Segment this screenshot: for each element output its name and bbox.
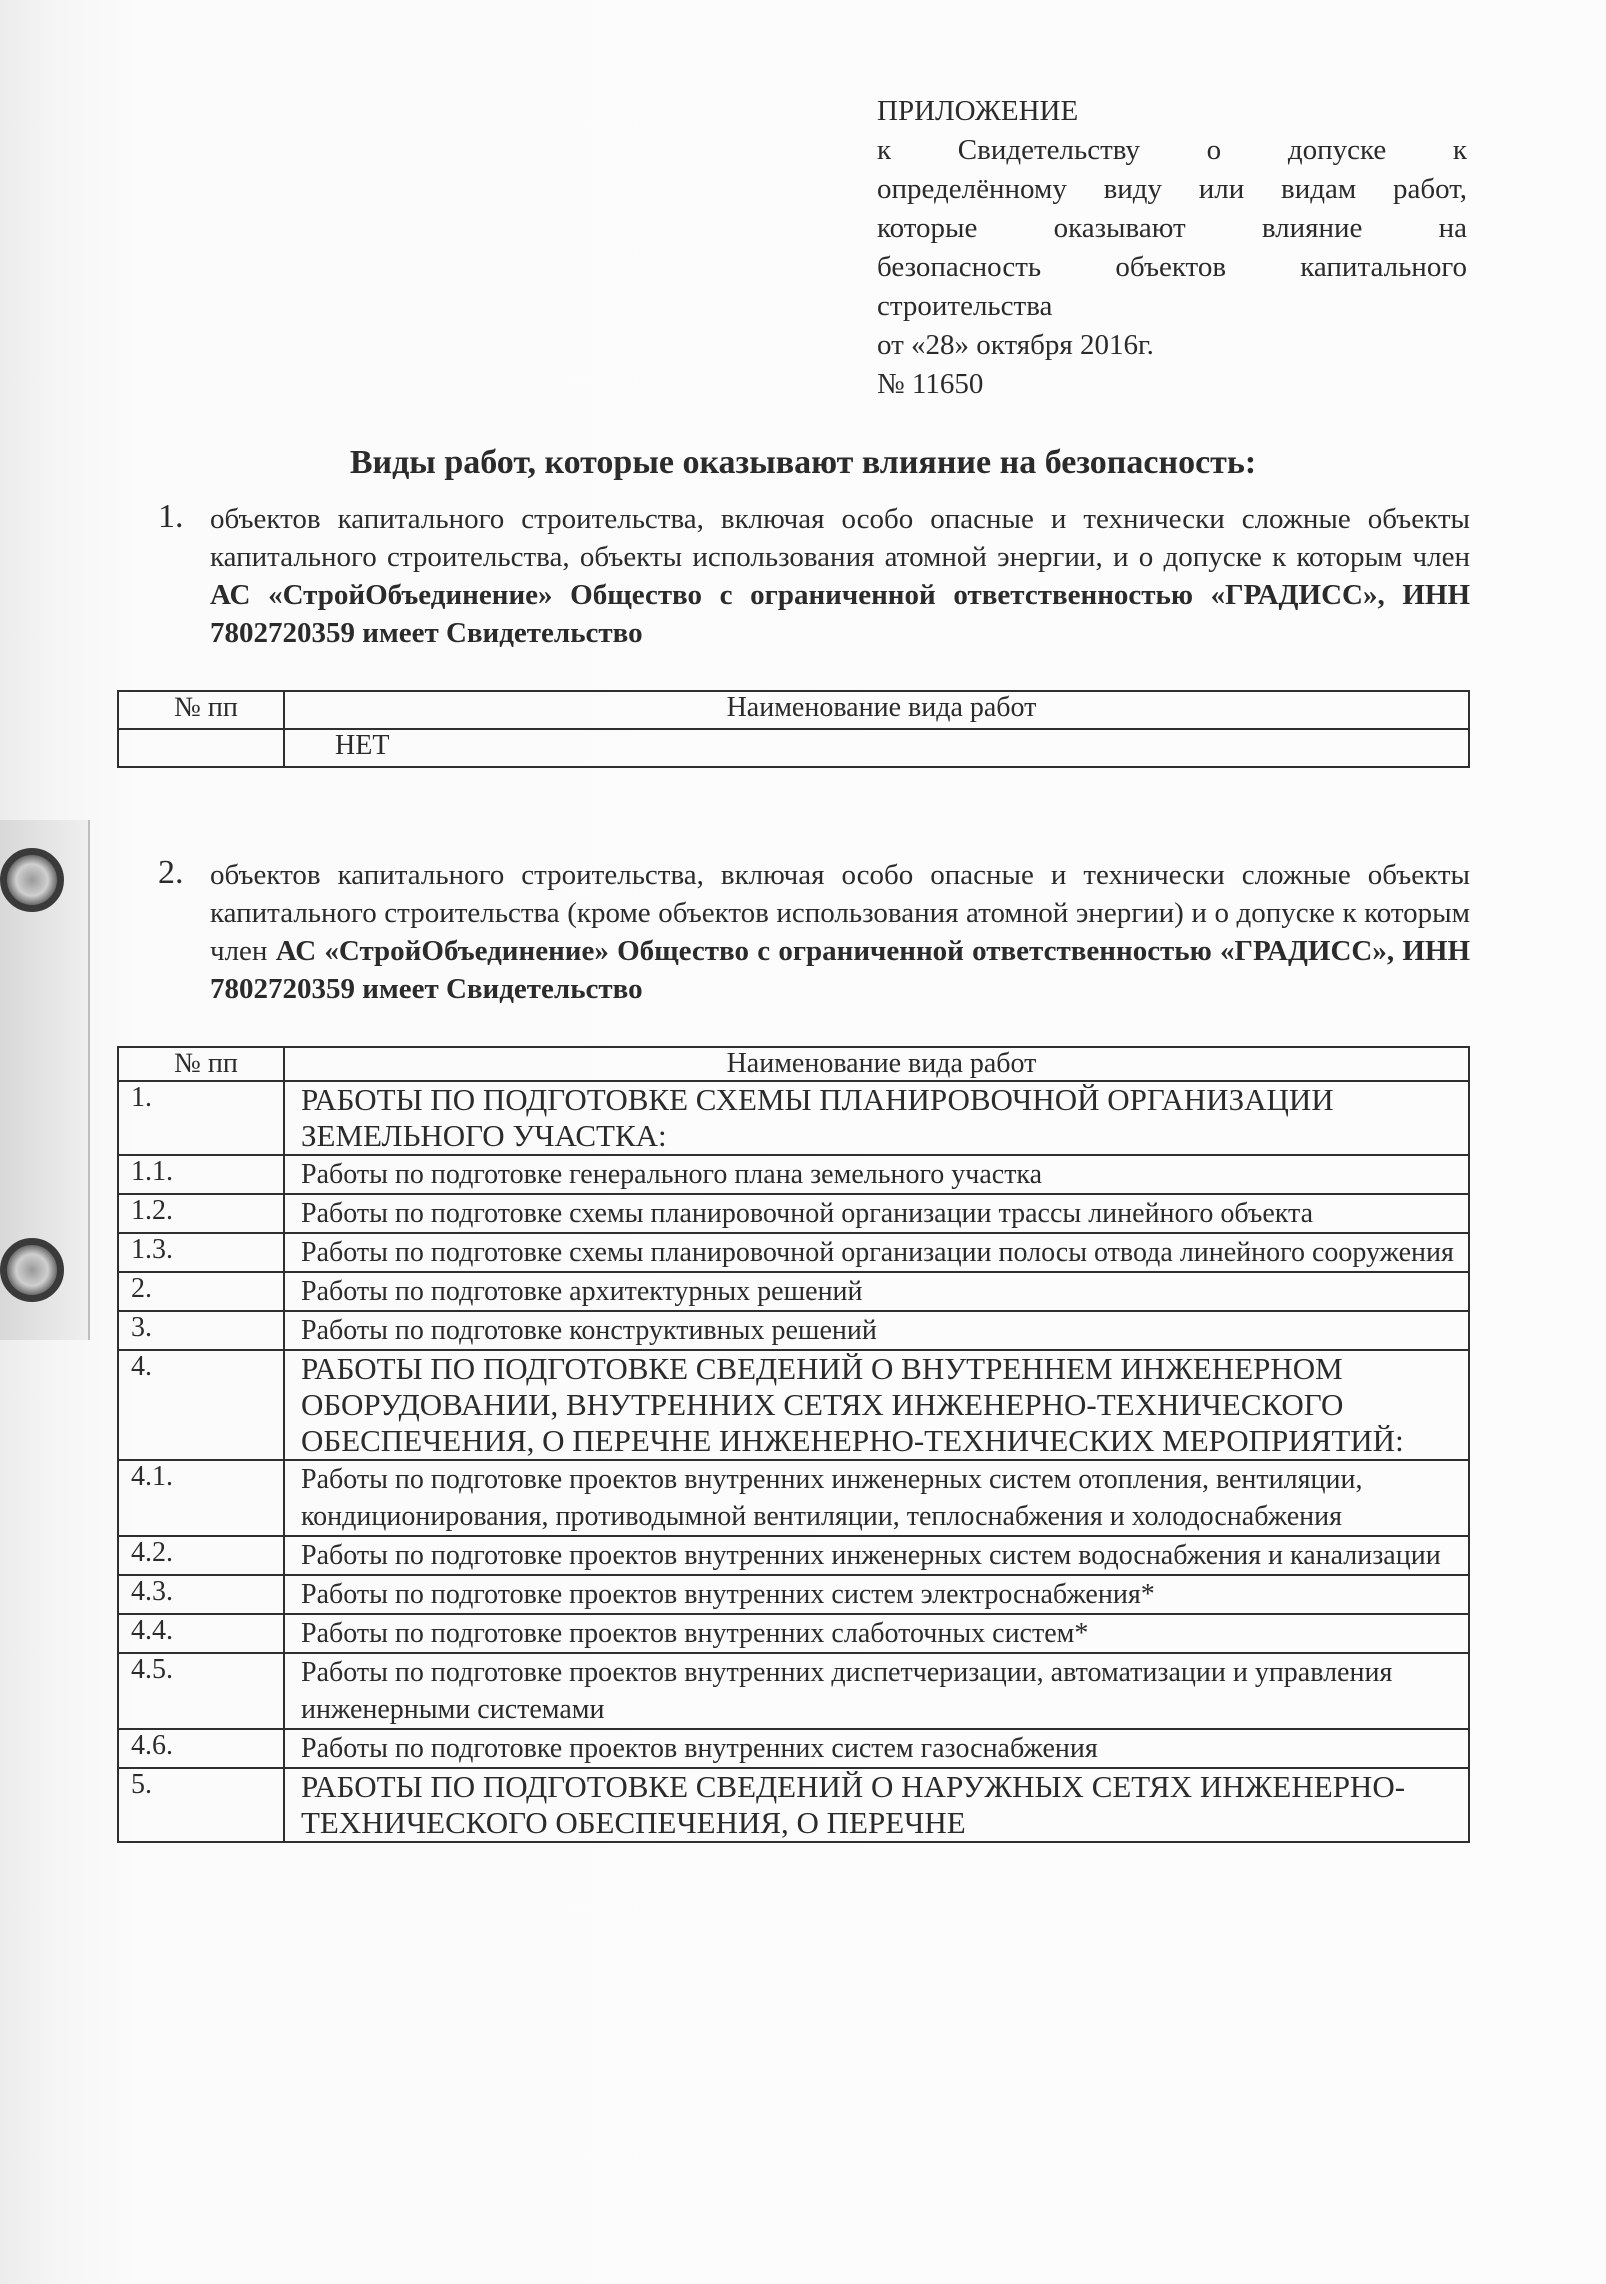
col-header-number: № пп xyxy=(118,691,284,729)
appendix-line: которые оказывают влияние на xyxy=(877,212,1467,244)
row-name: Работы по подготовке конструктивных решений xyxy=(284,1311,1469,1350)
col-header-name: Наименование вида работ xyxy=(284,1047,1469,1081)
section-2 xyxy=(160,856,1470,1008)
table-row xyxy=(118,1081,1469,1155)
row-number: 4.4. xyxy=(118,1614,284,1653)
appendix-block xyxy=(877,92,1467,404)
row-name: Работы по подготовке проектов внутренних систем газоснабжения xyxy=(284,1729,1469,1768)
table-row xyxy=(118,1194,1469,1233)
table-row xyxy=(118,1729,1469,1768)
row-number: 4.5. xyxy=(118,1653,284,1729)
row-name: Работы по подготовке проектов внутренних инженерных систем отопления, вентиляции, кондиционирования, противодымной вентиляции, теплоснабжения и холодоснабжения xyxy=(284,1460,1469,1536)
row-number: 2. xyxy=(118,1272,284,1311)
section-1 xyxy=(160,500,1470,652)
row-name: РАБОТЫ ПО ПОДГОТОВКЕ СХЕМЫ ПЛАНИРОВОЧНОЙ ОРГАНИЗАЦИИ ЗЕМЕЛЬНОГО УЧАСТКА: xyxy=(284,1081,1469,1155)
table-row xyxy=(118,1575,1469,1614)
appendix-title: ПРИЛОЖЕНИЕ xyxy=(877,95,1079,127)
section-bold-text: АС «СтройОбъединение» Общество с ограниченной ответственностью «ГРАДИСС», ИНН 7802720359 имеет Свидетельство xyxy=(210,935,1471,1005)
row-name: НЕТ xyxy=(284,729,1469,767)
row-name: Работы по подготовке проектов внутренних слаботочных систем* xyxy=(284,1614,1469,1653)
appendix-line: безопасность объектов капитального xyxy=(877,251,1467,283)
appendix-line: определённому виду или видам работ, xyxy=(877,173,1467,205)
appendix-line: к Свидетельству о допуске к xyxy=(877,134,1467,166)
table-row xyxy=(118,1536,1469,1575)
section-number: 1. xyxy=(158,498,184,535)
table-row xyxy=(118,1155,1469,1194)
binder-ring-icon xyxy=(0,1238,64,1302)
appendix-date: от «28» октября 2016г. xyxy=(877,329,1154,361)
section-bold-text: АС «СтройОбъединение» Общество с ограниченной ответственностью «ГРАДИСС», ИНН 7802720359 имеет Свидетельство xyxy=(210,579,1470,649)
row-name: Работы по подготовке генерального плана земельного участка xyxy=(284,1155,1469,1194)
table-row xyxy=(118,1614,1469,1653)
table-header-row xyxy=(118,1047,1469,1081)
row-name: Работы по подготовке схемы планировочной организации трассы линейного объекта xyxy=(284,1194,1469,1233)
table-row xyxy=(118,729,1469,767)
col-header-number: № пп xyxy=(118,1047,284,1081)
row-number: 5. xyxy=(118,1768,284,1842)
row-name: Работы по подготовке проектов внутренних систем электроснабжения* xyxy=(284,1575,1469,1614)
appendix-number: № 11650 xyxy=(877,368,984,400)
row-number: 4.2. xyxy=(118,1536,284,1575)
section-text: объектов капитального строительства, включая особо опасные и технически сложные объекты капитального строительства, объекты использования атомной энергии, и о допуске к которым член АС «СтройОбъединение» Общество с ограниченной ответственностью «ГРАДИСС», ИНН 7802720359 имеет Свидетельство xyxy=(210,503,1470,649)
row-number: 1.1. xyxy=(118,1155,284,1194)
table-row xyxy=(118,1460,1469,1536)
row-name: Работы по подготовке проектов внутренних инженерных систем водоснабжения и канализации xyxy=(284,1536,1469,1575)
row-name: Работы по подготовке архитектурных решений xyxy=(284,1272,1469,1311)
row-name: РАБОТЫ ПО ПОДГОТОВКЕ СВЕДЕНИЙ О ВНУТРЕННЕМ ИНЖЕНЕРНОМ ОБОРУДОВАНИИ, ВНУТРЕННИХ СЕТЯХ ИНЖЕНЕРНО-ТЕХНИЧЕСКОГО ОБЕСПЕЧЕНИЯ, О ПЕРЕЧНЕ ИНЖЕНЕРНО-ТЕХНИЧЕСКИХ МЕРОПРИЯТИЙ: xyxy=(284,1350,1469,1460)
page-heading: Виды работ, которые оказывают влияние на безопасность: xyxy=(349,444,1257,481)
table-row xyxy=(118,1311,1469,1350)
row-number: 1.3. xyxy=(118,1233,284,1272)
row-number: 4.1. xyxy=(118,1460,284,1536)
row-number: 1.2. xyxy=(118,1194,284,1233)
table-header-row xyxy=(118,691,1469,729)
row-number: 4. xyxy=(118,1350,284,1460)
binder-ring-icon xyxy=(0,848,64,912)
table-row xyxy=(118,1233,1469,1272)
section-text: объектов капитального строительства, включая особо опасные и технически сложные объекты капитального строительства (кроме объектов использования атомной энергии) и о допуске к которым член АС «СтройОбъединение» Общество с ограниченной ответственностью «ГРАДИСС», ИНН 7802720359 имеет Свидетельство xyxy=(210,859,1471,1005)
table-row xyxy=(118,1653,1469,1729)
row-name: Работы по подготовке схемы планировочной организации полосы отвода линейного сооружения xyxy=(284,1233,1469,1272)
row-number: 4.3. xyxy=(118,1575,284,1614)
row-name: Работы по подготовке проектов внутренних диспетчеризации, автоматизации и управления инженерными системами xyxy=(284,1653,1469,1729)
col-header-name: Наименование вида работ xyxy=(284,691,1469,729)
works-table-2 xyxy=(117,1046,1470,1843)
row-number xyxy=(118,729,284,767)
row-name: РАБОТЫ ПО ПОДГОТОВКЕ СВЕДЕНИЙ О НАРУЖНЫХ СЕТЯХ ИНЖЕНЕРНО-ТЕХНИЧЕСКОГО ОБЕСПЕЧЕНИЯ, О ПЕРЕЧНЕ xyxy=(284,1768,1469,1842)
table-row xyxy=(118,1272,1469,1311)
appendix-line: строительства xyxy=(877,290,1053,322)
row-number: 1. xyxy=(118,1081,284,1155)
section-number: 2. xyxy=(158,854,184,891)
row-number: 3. xyxy=(118,1311,284,1350)
row-number: 4.6. xyxy=(118,1729,284,1768)
table-row xyxy=(118,1350,1469,1460)
works-table-1 xyxy=(117,690,1470,768)
table-row xyxy=(118,1768,1469,1842)
